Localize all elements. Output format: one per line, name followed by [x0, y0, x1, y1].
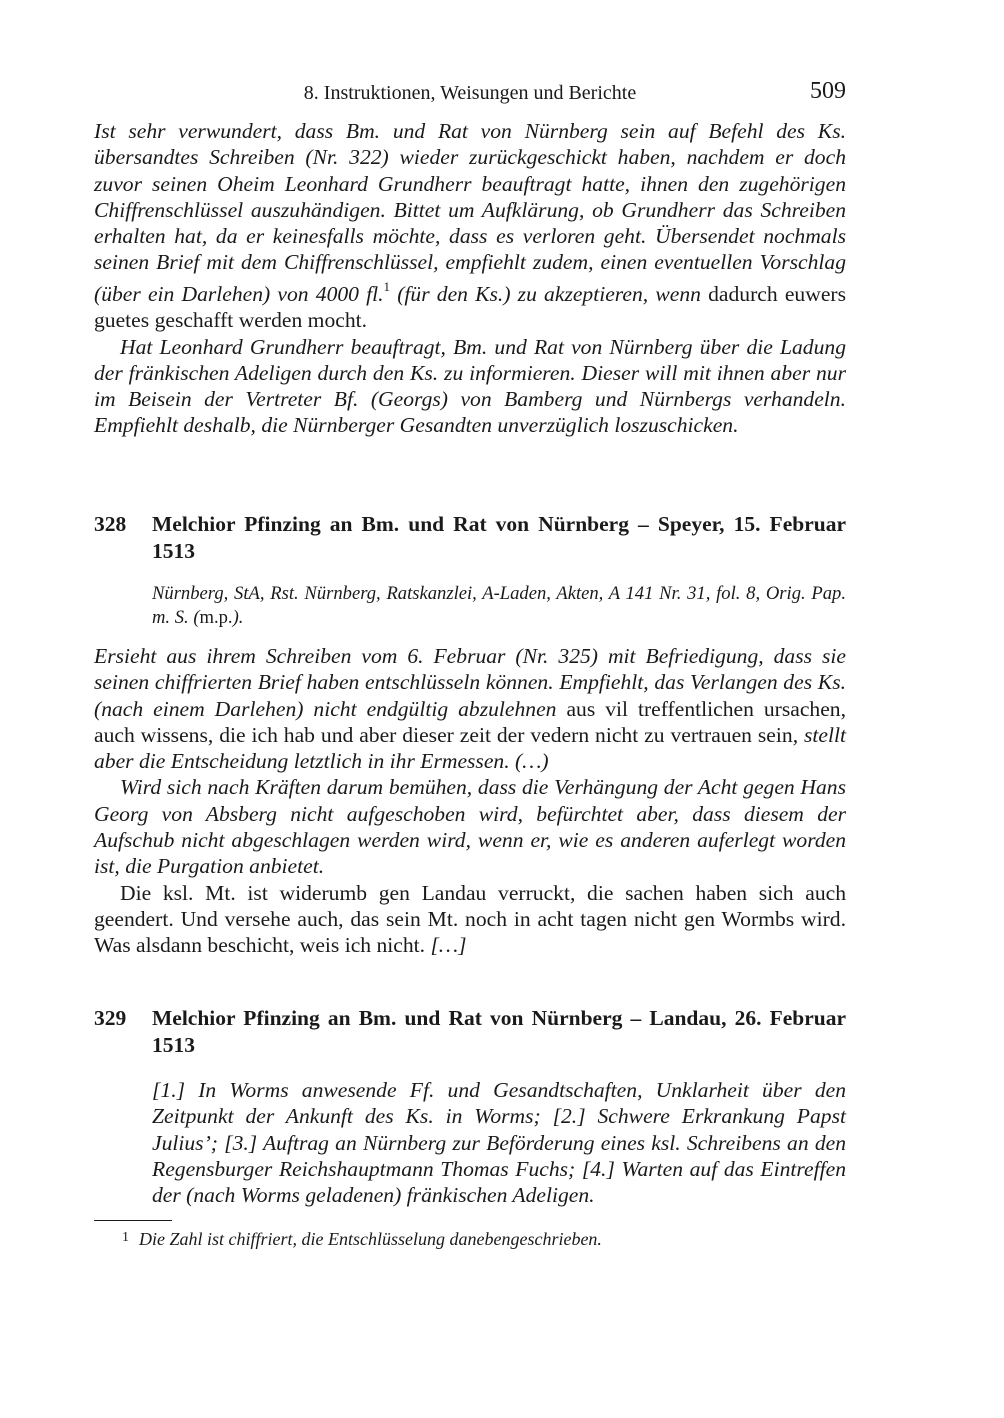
intro-paragraph-2: Hat Leonhard Grundherr beauftragt, Bm. und Rat von Nürnberg über die Ladung der fränkischen Adeligen durch den Ks. zu informieren. Dieser will mit ihnen aber nur im Beisein der Vertreter Bf. (Georgs) von Bamberg und Nürnbergs verhandeln. Empfiehlt deshalb, die Nürnberger Gesandten unverzüglich loszuschicken. [94, 334, 846, 438]
footnote-divider [94, 1220, 172, 1221]
page-number: 509 [810, 78, 846, 104]
entry-title: Melchior Pfinzing an Bm. und Rat von Nürnberg – Speyer, 15. Februar 1513 [152, 512, 846, 563]
entry-328-paragraph-2: Wird sich nach Kräften darum bemühen, dass die Verhängung der Acht gegen Hans Georg von Absberg nicht aufgeschoben wird, befürchtet aber, dass diesem der Aufschub nicht abgeschlagen werden wird, wenn er, wie es anderen auferlegt worden ist, die Purgation anbietet. [94, 775, 846, 879]
intro-text [94, 118, 846, 439]
entry-328-heading [94, 511, 846, 564]
footnote [122, 1227, 602, 1254]
entry-title: Melchior Pfinzing an Bm. und Rat von Nürnberg – Landau, 26. Februar 1513 [152, 1006, 846, 1057]
entry-number: 328 [94, 512, 127, 536]
page-header [94, 78, 846, 110]
footnote-text: Die Zahl ist chiffriert, die Entschlüsselung danebengeschrieben. [139, 1229, 602, 1249]
entry-328-paragraph-3: Die ksl. Mt. ist widerumb gen Landau verruckt, die sachen haben sich auch geendert. Und versehe auch, das sein Mt. noch in acht tagen nicht gen Wormbs wird. Was alsdann beschicht, weis ich nicht. […] [94, 880, 846, 958]
footnote-reference[interactable]: 1 [383, 278, 391, 294]
entry-328-text [94, 643, 846, 959]
entry-329-summary: [1.] In Worms anwesende Ff. und Gesandtschaften, Unklarheit über den Zeitpunkt der Ankunft des Ks. in Worms; [2.] Schwere Erkrankung Papst Julius’; [3.] Auftrag an Nürnberg zur Beförderung eines ksl. Schreibens an den Regensburger Reichshauptmann Thomas Fuchs; [4.] Warten auf das Eintreffen der (nach Worms geladenen) fränkischen Adeligen. [152, 1078, 846, 1208]
intro-paragraph-1: Ist sehr verwundert, dass Bm. und Rat von Nürnberg sein auf Befehl des Ks. übersandtes Schreiben (Nr. 322) wieder zurückgeschickt haben, nachdem er doch zuvor seinen Oheim Leonhard Grundherr beauftragt hatte, ihnen den zugehörigen Chiffrenschlüssel auszuhändigen. Bittet um Aufklärung, ob Grundherr das Schreiben erhalten hat, da er keinesfalls möchte, dass es verloren geht. Übersendet nochmals seinen Brief mit dem Chiffrenschlüssel, empfiehlt zudem, einen eventuellen Vorschlag (über ein Darlehen) von 4000 fl.$^1$ (für den Ks.) zu akzeptieren, wenn dadurch euwers guetes geschafft werden mocht. [94, 119, 846, 333]
entry-328-paragraph-1: Ersieht aus ihrem Schreiben vom 6. Februar (Nr. 325) mit Befriedigung, dass sie seinen chiffrierten Brief haben entschlüsseln können. Empfiehlt, das Verlangen des Ks. (nach einem Darlehen) nicht endgültig abzulehnen aus vil treffentlichen ursachen, auch wissens, die ich hab und aber dieser zeit der vedern nicht zu vertrauen sein, stellt aber die Entscheidung letztlich in ihr Ermessen. (…) [94, 644, 847, 774]
entry-328-source: Nürnberg, StA, Rst. Nürnberg, Ratskanzlei, A-Laden, Akten, A 141 Nr. 31, fol. 8, Orig. Pap. m. S. (m.p.). [152, 583, 846, 628]
footnote-mark: 1 [122, 1230, 129, 1245]
entry-number: 329 [94, 1006, 127, 1030]
running-title: 8. Instruktionen, Weisungen und Berichte [303, 82, 637, 104]
entry-329-heading [94, 1005, 846, 1058]
